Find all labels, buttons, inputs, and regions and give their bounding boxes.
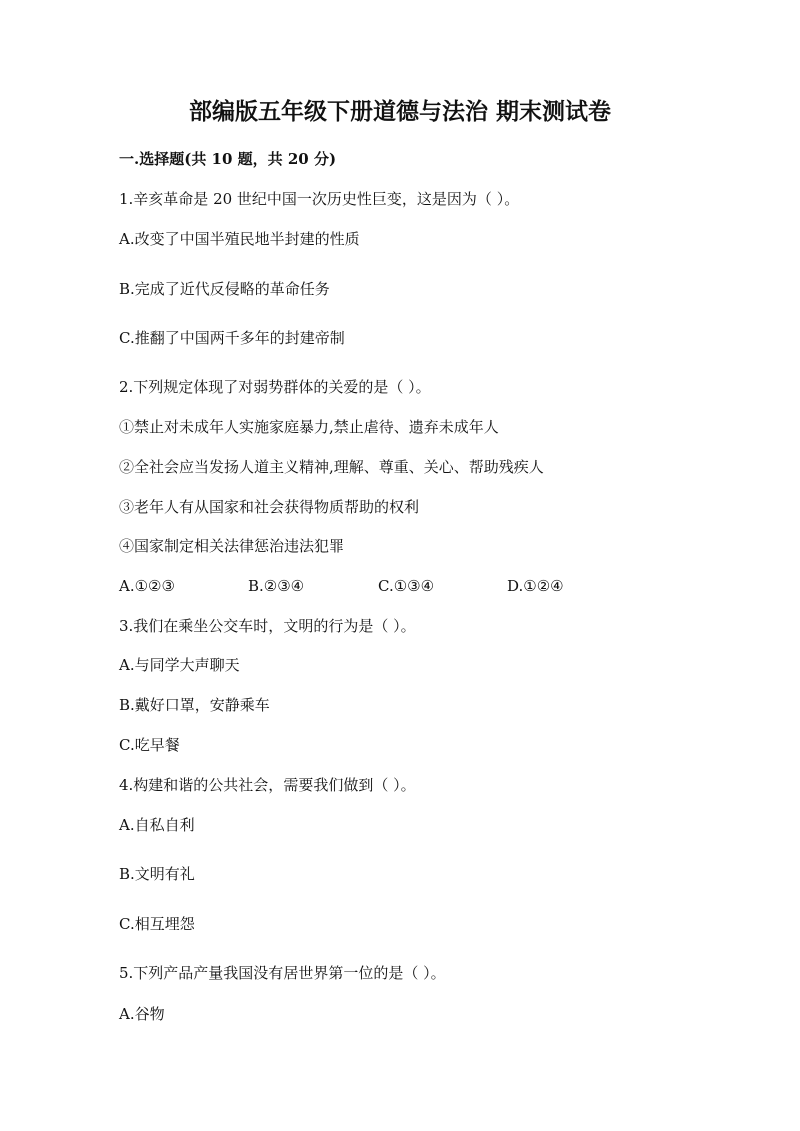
question-3-option-a: A.与同学大声聊天 (119, 656, 240, 674)
question-1-option-a: A.改变了中国半殖民地半封建的性质 (119, 230, 360, 248)
page-title: 部编版五年级下册道德与法治 期末测试卷 (188, 98, 611, 125)
question-2-stem: 2.下列规定体现了对弱势群体的关爱的是（ ）。 (119, 378, 431, 396)
question-2-item-4: ④国家制定相关法律惩治违法犯罪 (119, 537, 345, 555)
question-3-option-c: C.吃早餐 (119, 736, 180, 754)
question-2-option-b: B.②③④ (248, 577, 305, 595)
question-4-stem: 4.构建和谐的公共社会，需要我们做到（ ）。 (119, 776, 416, 794)
question-2-item-2: ②全社会应当发扬人道主义精神,理解、尊重、关心、帮助残疾人 (119, 458, 544, 476)
question-3-option-b: B.戴好口罩，安静乘车 (119, 696, 270, 714)
question-2-item-3: ③老年人有从国家和社会获得物质帮助的权利 (119, 498, 420, 516)
question-2-option-c: C.①③④ (378, 577, 435, 595)
question-4-option-a: A.自私自利 (119, 816, 195, 834)
question-1-option-c: C.推翻了中国两千多年的封建帝制 (119, 329, 345, 347)
question-4-option-b: B.文明有礼 (119, 865, 195, 883)
question-1-option-b: B.完成了近代反侵略的革命任务 (119, 280, 330, 298)
question-2-option-d: D.①②④ (507, 577, 564, 595)
question-3-stem: 3.我们在乘坐公交车时，文明的行为是（ ）。 (119, 617, 416, 635)
question-4-option-c: C.相互埋怨 (119, 915, 195, 933)
question-5-stem: 5.下列产品产量我国没有居世界第一位的是（ ）。 (119, 964, 446, 982)
question-2-option-a: A.①②③ (119, 577, 175, 595)
question-2-item-1: ①禁止对未成年人实施家庭暴力,禁止虐待、遗弃未成年人 (119, 418, 499, 436)
question-1-stem: 1.辛亥革命是 20 世纪中国一次历史性巨变，这是因为（ ）。 (119, 190, 520, 208)
question-5-option-a: A.谷物 (119, 1005, 165, 1023)
section-heading: 一.选择题(共 10 题，共 20 分) (119, 150, 337, 168)
